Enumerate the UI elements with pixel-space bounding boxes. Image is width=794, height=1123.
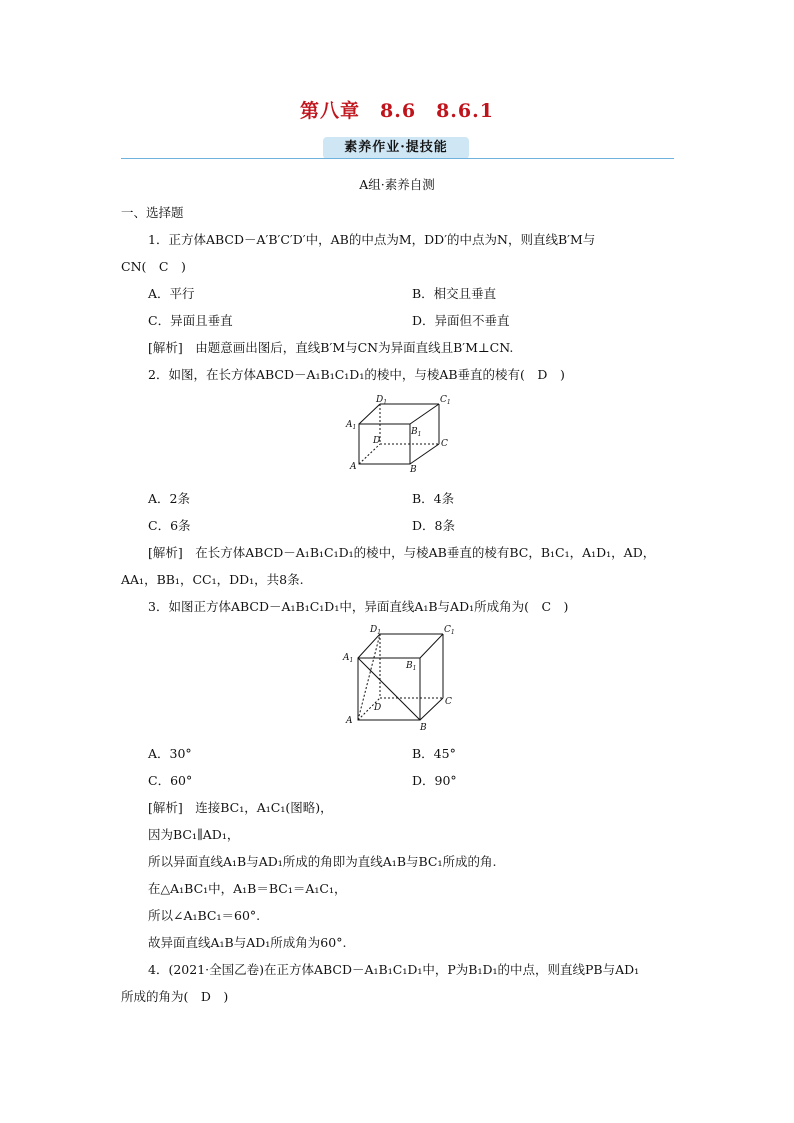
q3-option-a: A．30°: [148, 746, 192, 761]
q2-analysis-line1: [解析] 在长方体ABCD－A₁B₁C₁D₁的棱中，与棱AB垂直的棱有BC，B₁C₁，A₁D₁，AD，: [148, 545, 656, 560]
q3-label-c: C: [445, 697, 452, 707]
q4-stem-line1: 4．(2021·全国乙卷)在正方体ABCD－A₁B₁C₁D₁中，P为B₁D₁的中点，则直线PB与AD₁: [148, 962, 640, 977]
q2-analysis-line2: AA₁，BB₁，CC₁，DD₁，共8条.: [121, 572, 304, 587]
q3-analysis-line6: 故异面直线A₁B与AD₁所成角为60°.: [148, 935, 347, 950]
svg-text:D1: [375, 395, 387, 406]
q2-option-d: D．8条: [412, 518, 455, 533]
q2-label-c: C: [441, 439, 448, 449]
q3-label-a: A: [346, 716, 353, 726]
q2-label-b1-sub: 1: [417, 431, 422, 438]
q2-label-a1-sub: 1: [352, 424, 357, 431]
q3-analysis-line1: [解析] 连接BC₁，A₁C₁(图略)，: [148, 800, 333, 815]
q2-label-a1: A: [346, 420, 353, 430]
svg-text:D1: [369, 625, 381, 636]
q3-label-d1: D: [370, 625, 378, 635]
group-title: A组·素养自测: [359, 177, 435, 192]
q3-option-c: C．60°: [148, 773, 193, 788]
q2-option-a: A．2条: [148, 491, 190, 506]
q2-label-b: B: [410, 465, 417, 474]
q3-option-d: D．90°: [412, 773, 457, 788]
q2-label-d1-sub: 1: [383, 399, 388, 406]
header-divider: [121, 158, 674, 159]
q3-label-b1-sub: 1: [412, 665, 417, 672]
q3-analysis-line4: 在△A₁BC₁中，A₁B＝BC₁＝A₁C₁，: [148, 881, 347, 896]
q3-label-d: D: [374, 703, 382, 713]
q1-analysis: [解析] 由题意画出图后，直线B′M与CN为异面直线且B′M⊥CN.: [148, 340, 514, 355]
q2-stem: 2．如图，在长方体ABCD－A₁B₁C₁D₁的棱中，与棱AB垂直的棱有( D ): [148, 367, 565, 382]
q1-option-a: A．平行: [148, 286, 195, 301]
q3-label-c1-sub: 1: [450, 629, 455, 636]
q3-analysis-line2: 因为BC₁∥AD₁，: [148, 827, 240, 842]
q2-label-d: D: [373, 436, 381, 446]
q2-option-c: C．6条: [148, 518, 191, 533]
section-badge: 素养作业·提技能: [323, 137, 469, 159]
q2-label-c1: C: [440, 395, 447, 405]
svg-text:C1: [444, 625, 455, 636]
svg-text:B1: [410, 427, 421, 438]
q1-stem-line2: CN( C ): [121, 259, 186, 274]
section-title: 一、选择题: [121, 205, 184, 220]
q2-label-d1: D: [376, 395, 384, 405]
chapter-title: 第八章 8.6 8.6.1: [300, 100, 494, 122]
q3-analysis-line5: 所以∠A₁BC₁＝60°.: [148, 908, 261, 923]
q2-cuboid-figure: [342, 392, 452, 474]
q3-label-b1: B: [406, 661, 413, 671]
q3-label-d1-sub: 1: [377, 629, 382, 636]
q2-label-a: A: [350, 462, 357, 472]
q4-stem-line2: 所成的角为( D ): [121, 989, 229, 1004]
q3-option-b: B．45°: [412, 746, 456, 761]
svg-text:A1: [345, 420, 356, 431]
q3-cube-figure: [340, 622, 460, 734]
svg-text:B1: [405, 661, 416, 672]
q3-label-b: B: [420, 723, 427, 733]
q1-option-c: C．异面且垂直: [148, 313, 233, 328]
q1-option-b: B．相交且垂直: [412, 286, 497, 301]
q2-option-b: B．4条: [412, 491, 455, 506]
q3-label-a1: A: [343, 653, 350, 663]
q1-option-d: D．异面但不垂直: [412, 313, 510, 328]
svg-text:C1: [440, 395, 451, 406]
q3-analysis-line3: 所以异面直线A₁B与AD₁所成的角即为直线A₁B与BC₁所成的角.: [148, 854, 497, 869]
q1-stem-line1: 1．正方体ABCD－A′B′C′D′中，AB的中点为M，DD′的中点为N，则直线B′M与: [148, 232, 596, 247]
svg-text:A1: [342, 653, 353, 664]
q3-label-c1: C: [444, 625, 451, 635]
q2-label-b1: B: [411, 427, 418, 437]
q3-label-a1-sub: 1: [349, 657, 354, 664]
q2-label-c1-sub: 1: [446, 399, 451, 406]
q3-stem: 3．如图正方体ABCD－A₁B₁C₁D₁中，异面直线A₁B与AD₁所成角为( C ): [148, 599, 569, 614]
